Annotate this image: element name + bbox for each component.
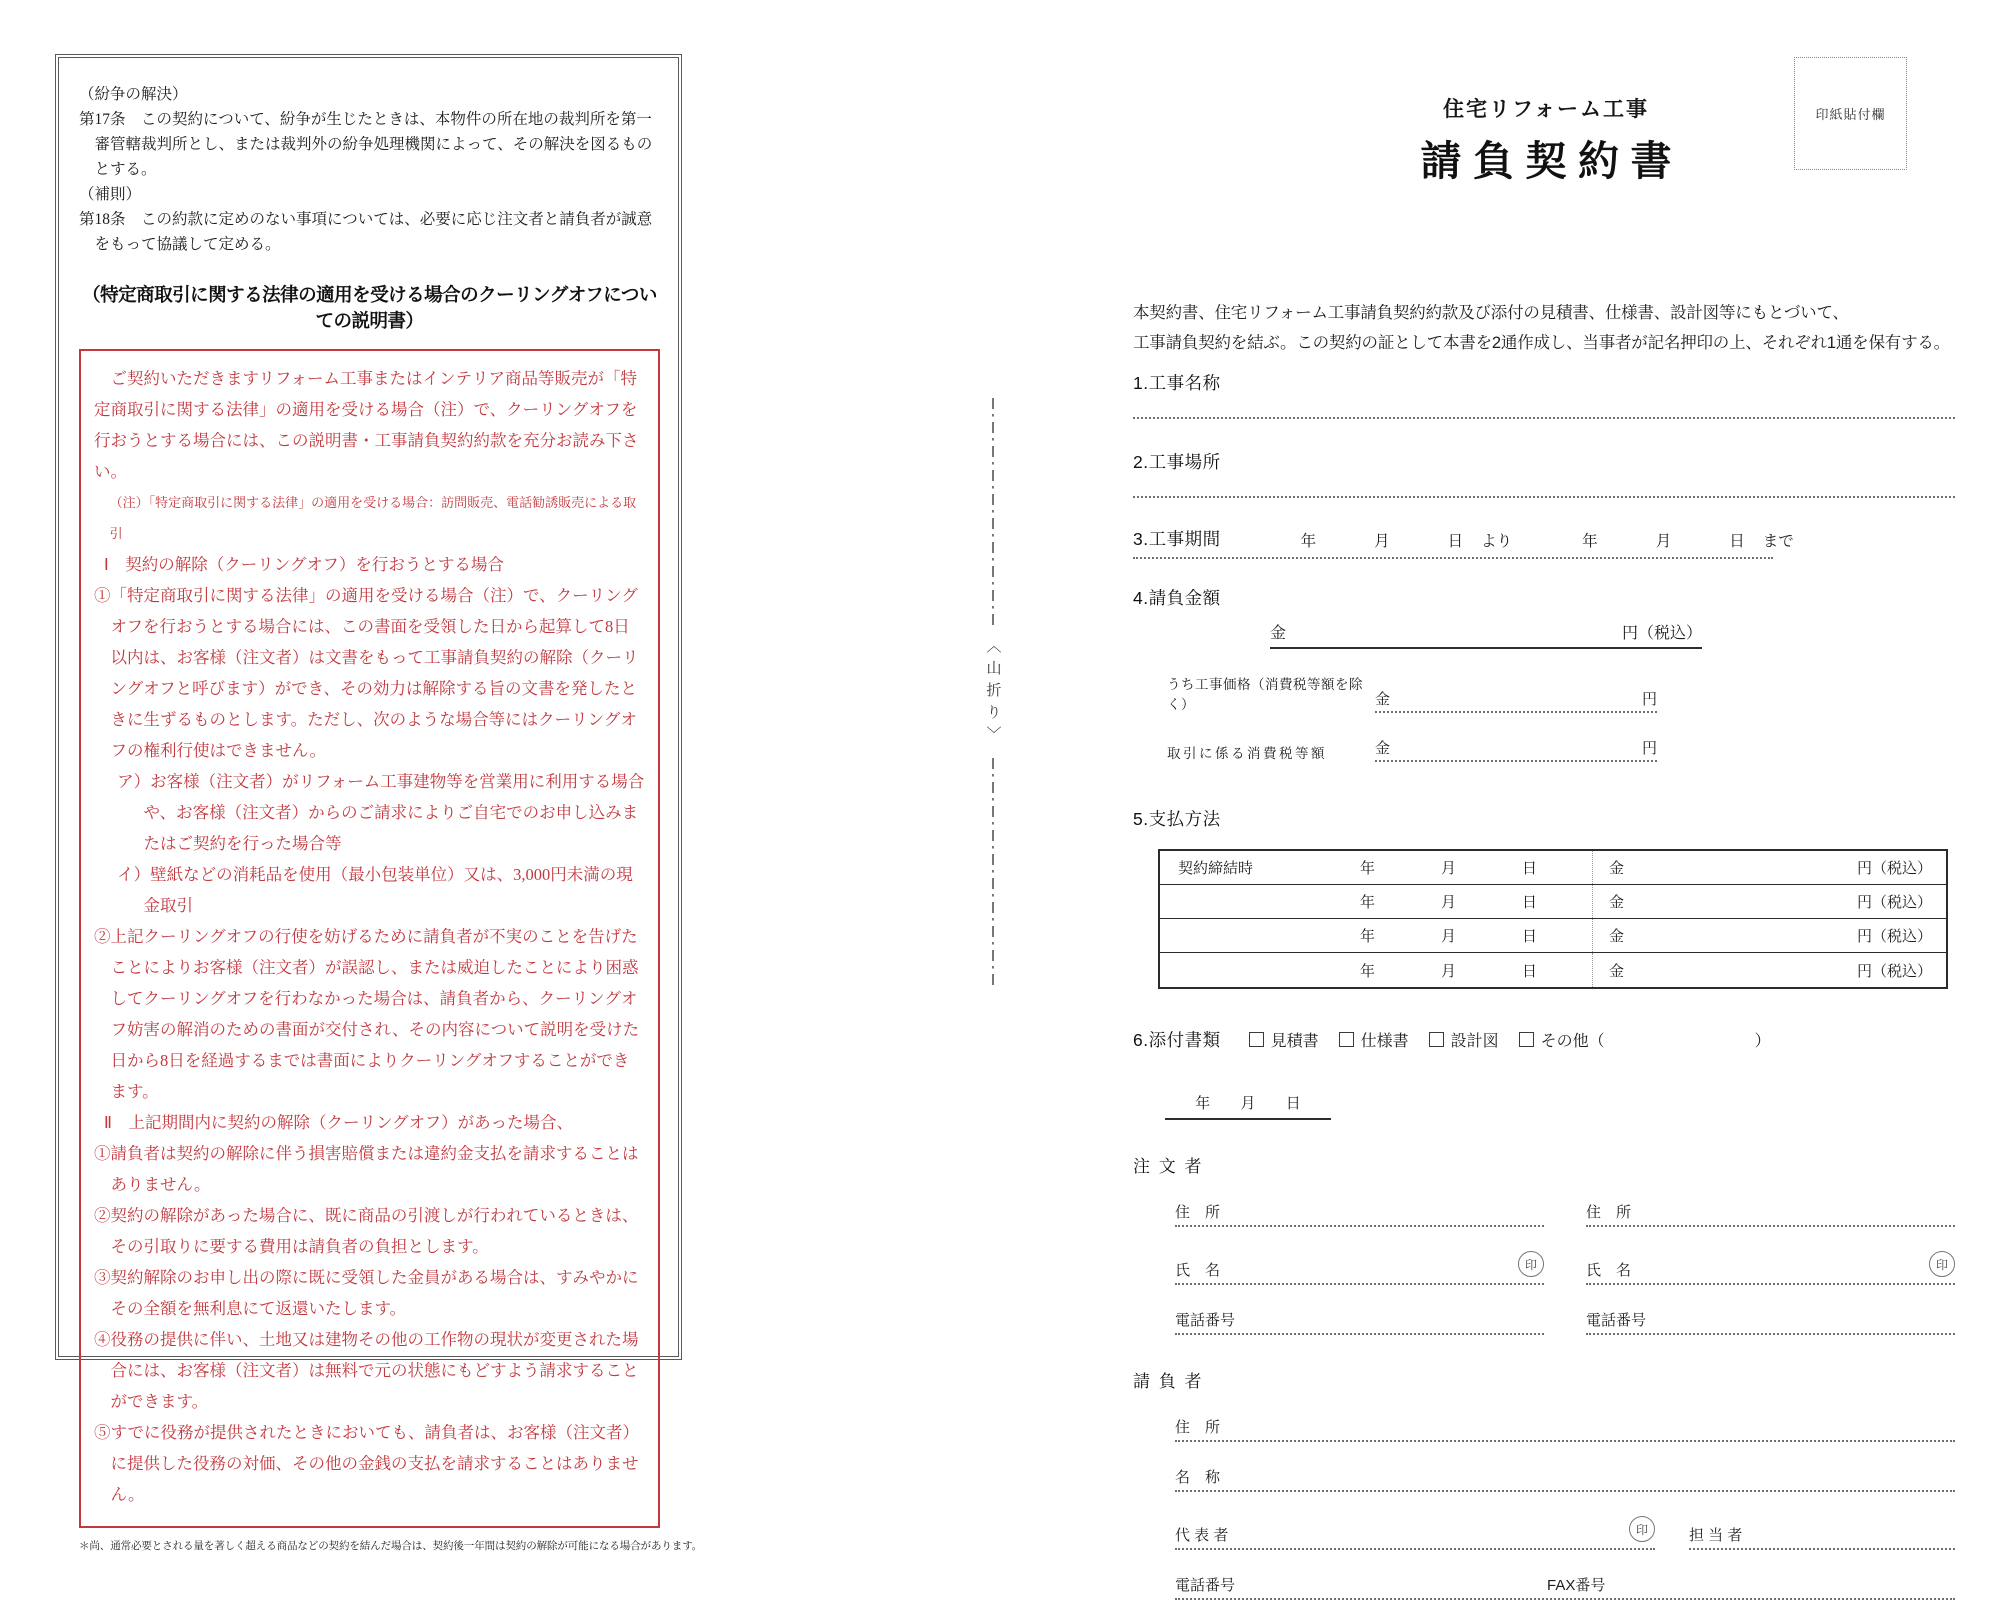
kin-label: 金: [1375, 740, 1391, 757]
cooling-off-paragraph: ③契約解除のお申し出の際に既に受領した金員がある場合は、すみやかにその全額を無利息にて返還いたします。: [94, 1268, 639, 1318]
cooling-off-section-2: Ⅱ 上記期間内に契約の解除（クーリングオフ）があった場合、: [103, 1113, 574, 1132]
work-price-label: うち工事価格（消費税等額を除く）: [1167, 677, 1363, 712]
other-close-paren: ）: [1754, 1033, 1771, 1050]
payment-date-cell: [1360, 960, 1592, 981]
month-label: 月: [1655, 533, 1672, 550]
document-titles: [1401, 93, 1691, 187]
clause-article-18: 第18条 この約款に定めのない事項については、必要に応じ注文者と請負者が誠意をもって協議して定める。: [79, 211, 653, 253]
kin-label: 金: [1609, 894, 1625, 911]
payment-row-label: 契約締結時: [1178, 860, 1254, 877]
cooling-off-notice-box: [79, 349, 660, 1528]
fold-line-top: [992, 398, 994, 628]
contractor-company-line: [1175, 1466, 1955, 1492]
document-title: 請負契約書: [1420, 138, 1683, 184]
terms-explanation-page: [55, 54, 703, 1552]
month-label: 月: [1440, 928, 1456, 945]
orderer-column-1: [1175, 1177, 1544, 1335]
yen-tax-included-label: 円（税込）: [1856, 894, 1932, 911]
work-price-row: [1133, 673, 1955, 713]
cooling-off-paragraph: ②契約の解除があった場合に、既に商品の引渡しが行われているときは、その引取りに要する費用は請負者の負担とします。: [94, 1206, 639, 1256]
checkbox-icon: [1429, 1032, 1444, 1047]
field-label-construction-name: 1.工事名称: [1133, 373, 1221, 393]
cooling-off-section-1: Ⅰ 契約の解除（クーリングオフ）を行おうとする場合: [103, 555, 504, 574]
day-label: 日: [1521, 928, 1537, 945]
contractor-representative-line: [1175, 1516, 1655, 1550]
construction-site-fill-line: [1133, 496, 1955, 498]
payment-date-cell: [1360, 925, 1592, 946]
payment-date-cell: [1360, 857, 1592, 878]
attachment-option-label: 設計図: [1450, 1033, 1499, 1050]
intro-line: 本契約書、住宅リフォーム工事請負契約約款及び添付の見積書、仕様書、設計図等にもとづいて、: [1133, 304, 1849, 322]
period-to-suffix: まで: [1762, 533, 1794, 550]
cooling-off-paragraph: ⑤すでに役務が提供されたときにおいても、請負者は、お客様（注文者）に提供した役務の対価、その他の金銭の支払を請求することはありません。: [94, 1423, 639, 1504]
attachments-row: [1133, 1027, 1955, 1052]
seal-mark-icon: 印: [1518, 1251, 1544, 1277]
contractor-rep-row: [1175, 1492, 1955, 1550]
contractor-section-label: 請 負 者: [1133, 1372, 1204, 1391]
field-label-contract-amount: 4.請負金額: [1133, 588, 1221, 608]
cooling-off-paragraph: ア）お客様（注文者）がリフォーム工事建物等を営業用に利用する場合や、お客様（注文者）からのご請求によりご自宅でのお申し込みまたはご契約を行った場合等: [117, 772, 645, 853]
attachment-option-specs: [1339, 1028, 1409, 1051]
month-label: 月: [1440, 860, 1456, 877]
field-label-construction-site: 2.工事場所: [1133, 452, 1221, 472]
kin-label: 金: [1375, 691, 1391, 708]
attachment-options: [1249, 1028, 1605, 1051]
mountain-fold-marker: [982, 398, 1004, 988]
seal-mark-icon: 印: [1629, 1516, 1655, 1542]
orderer-name-line: [1586, 1251, 1955, 1285]
period-from-suffix: より: [1481, 533, 1513, 550]
construction-period-row: [1133, 526, 1955, 551]
kin-label: 金: [1270, 625, 1287, 642]
month-label: 月: [1240, 1095, 1256, 1112]
total-amount-fill-line: [1270, 620, 1702, 649]
cooling-off-paragraph: ご契約いただきますリフォーム工事またはインテリア商品等販売が「特定商取引に関する法律」の適用を受ける場合（注）で、クーリングオフを行おうとする場合には、この説明書・工事請負契約約款を充分お読み下さい。: [94, 369, 639, 481]
yen-tax-included-label: 円（税込）: [1856, 860, 1932, 877]
address-label: 住 所: [1586, 1204, 1632, 1221]
one-year-cancellation-footnote: ＊尚、通常必要とされる量を著しく超える商品などの契約を結んだ場合は、契約後一年間は契約の解除が可能になる場合があります。: [79, 1541, 703, 1552]
payment-row: [1160, 851, 1946, 885]
cooling-off-note: （注）「特定商取引に関する法律」の適用を受ける場合：訪問販売、電話勧誘販売による取引: [109, 495, 637, 541]
checkbox-icon: [1249, 1032, 1264, 1047]
year-label: 年: [1360, 962, 1376, 980]
cooling-off-paragraph: ④役務の提供に伴い、土地又は建物その他の工作物の現状が変更された場合には、お客様（注文者）は無料で元の状態にもどすよう請求することができます。: [94, 1330, 639, 1411]
work-price-fill-line: [1375, 688, 1657, 713]
orderer-column-2: [1586, 1177, 1955, 1335]
contractor-staff-line: [1689, 1524, 1955, 1550]
construction-period-fill-line: [1133, 557, 1773, 559]
cooling-off-paragraph: イ）壁紙などの消耗品を使用（最小包装単位）又は、3,000円未満の現金取引: [117, 865, 633, 915]
payment-row: [1160, 919, 1946, 953]
kin-label: 金: [1609, 860, 1625, 877]
day-label: 日: [1285, 1095, 1301, 1112]
orderer-section-label: 注 文 者: [1133, 1157, 1204, 1176]
payment-amount-cell: [1592, 953, 1946, 987]
phone-label: 電話番号: [1175, 1577, 1236, 1594]
checkbox-icon: [1339, 1032, 1354, 1047]
attachment-option-estimate: [1249, 1028, 1319, 1051]
attachment-option-drawings: [1429, 1028, 1499, 1051]
yen-tax-included-label: 円（税込）: [1856, 928, 1932, 945]
orderer-address-line: [1175, 1201, 1544, 1227]
seal-mark-icon: 印: [1929, 1251, 1955, 1277]
cooling-off-section-heading: （特定商取引に関する法律の適用を受ける場合のクーリングオフについての説明書）: [82, 284, 657, 331]
document-subtitle: 住宅リフォーム工事: [1443, 98, 1649, 121]
day-label: 日: [1729, 533, 1745, 550]
day-label: 日: [1521, 860, 1537, 877]
name-label: 氏 名: [1586, 1262, 1632, 1279]
yen-label: 円: [1641, 691, 1657, 708]
address-label: 住 所: [1175, 1204, 1221, 1221]
orderer-columns: [1175, 1177, 1955, 1335]
year-label: 年: [1360, 860, 1376, 877]
month-label: 月: [1374, 533, 1390, 550]
contractor-block: [1175, 1416, 1955, 1600]
field-label-payment-method: 5.支払方法: [1133, 809, 1221, 829]
clause-heading-supplement: （補則）: [79, 186, 142, 203]
construction-name-fill-line: [1133, 417, 1955, 419]
year-label: 年: [1360, 928, 1376, 945]
attachment-option-other: [1519, 1028, 1605, 1051]
contractor-address-line: [1175, 1416, 1955, 1442]
payment-amount-cell: [1592, 919, 1946, 952]
clause-heading-dispute: （紛争の解決）: [79, 86, 188, 103]
form-header: [1133, 55, 1955, 245]
orderer-address-line: [1586, 1201, 1955, 1227]
contract-form-page: [1133, 55, 1955, 1600]
fold-label: 〈山折り〉: [984, 638, 1001, 748]
cooling-off-paragraph: ①請負者は契約の解除に伴う損害賠償または違約金支払を請求することはありません。: [94, 1144, 639, 1194]
intro-line: 工事請負契約を結ぶ。この契約の証として本書を2通作成し、当事者が記名押印の上、それぞれ1通を保有する。: [1133, 334, 1950, 352]
company-name-label: 名 称: [1175, 1469, 1221, 1486]
year-label: 年: [1360, 894, 1376, 911]
fax-label: FAX番号: [1547, 1577, 1606, 1594]
consumption-tax-label: 取引に係る消費税等額: [1167, 746, 1327, 761]
clause-article-17: 第17条 この契約について、紛争が生じたときは、本物件の所在地の裁判所を第一審管轄裁判所とし、または裁判外の紛争処理機関によって、その解決を図るものとする。: [79, 111, 653, 178]
payment-row: [1160, 953, 1946, 987]
kin-label: 金: [1609, 962, 1625, 980]
signing-date-line: [1165, 1092, 1331, 1120]
cooling-off-paragraph: ①「特定商取引に関する法律」の適用を受ける場合（注）で、クーリングオフを行おうとする場合には、この書面を受領した日から起算して8日以内は、お客様（注文者）は文書をもって工事請負契約の解除（クーリングオフと呼びます）ができ、その効力は解除する旨の文書を発したときに生ずるものとします。ただし、次のような場合等にはクーリングオフの権利行使はできません。: [94, 586, 639, 760]
payment-row: [1160, 885, 1946, 919]
day-label: 日: [1447, 533, 1464, 550]
consumption-tax-fill-line: [1375, 737, 1657, 762]
address-label: 住 所: [1175, 1419, 1221, 1436]
year-label: 年: [1195, 1095, 1211, 1112]
payment-date-cell: [1360, 891, 1592, 912]
attachment-option-label: 仕様書: [1360, 1033, 1409, 1050]
contractor-phone-fax-line: [1175, 1574, 1955, 1600]
revenue-stamp-box: 印紙貼付欄: [1794, 57, 1907, 170]
field-label-construction-period: 3.工事期間: [1133, 529, 1221, 549]
yen-label: 円: [1641, 740, 1657, 757]
orderer-phone-line: [1175, 1309, 1544, 1335]
yen-tax-included-label: 円（税込）: [1856, 962, 1932, 980]
orderer-name-line: [1175, 1251, 1544, 1285]
yen-tax-included-label: 円（税込）: [1621, 625, 1702, 642]
period-to-group: [1582, 529, 1794, 551]
day-label: 日: [1521, 894, 1537, 911]
month-label: 月: [1440, 894, 1456, 911]
fold-line-bottom: [992, 758, 994, 988]
kin-label: 金: [1609, 928, 1625, 945]
attachment-option-label: 見積書: [1270, 1033, 1319, 1050]
payment-amount-cell: [1592, 885, 1946, 918]
payment-schedule-table: [1158, 849, 1948, 989]
checkbox-icon: [1519, 1032, 1534, 1047]
payment-amount-cell: [1592, 851, 1946, 884]
orderer-phone-line: [1586, 1309, 1955, 1335]
year-label: 年: [1300, 533, 1317, 550]
day-label: 日: [1521, 962, 1537, 980]
contract-intro: [1133, 298, 1955, 358]
name-label: 氏 名: [1175, 1262, 1221, 1279]
phone-label: 電話番号: [1175, 1312, 1236, 1329]
representative-label: 代 表 者: [1175, 1527, 1229, 1544]
field-label-attachments: 6.添付書類: [1133, 1030, 1221, 1050]
attachment-option-label: その他（: [1540, 1033, 1605, 1050]
period-from-group: [1301, 529, 1513, 551]
cooling-off-paragraph: ②上記クーリングオフの行使を妨げるために請負者が不実のことを告げたことによりお客様（注文者）が誤認し、または威迫したことにより困惑してクーリングオフを行わなかった場合は、請負者から、クーリングオフ妨害の解消のための書面が交付され、その内容について説明を受けた日から8日を経過するまでは書面によりクーリングオフすることができます。: [94, 927, 640, 1101]
year-label: 年: [1582, 533, 1598, 550]
month-label: 月: [1440, 962, 1456, 980]
staff-label: 担 当 者: [1689, 1527, 1743, 1544]
phone-label: 電話番号: [1586, 1312, 1647, 1329]
contract-clauses: [79, 82, 660, 257]
consumption-tax-row: [1133, 737, 1955, 762]
